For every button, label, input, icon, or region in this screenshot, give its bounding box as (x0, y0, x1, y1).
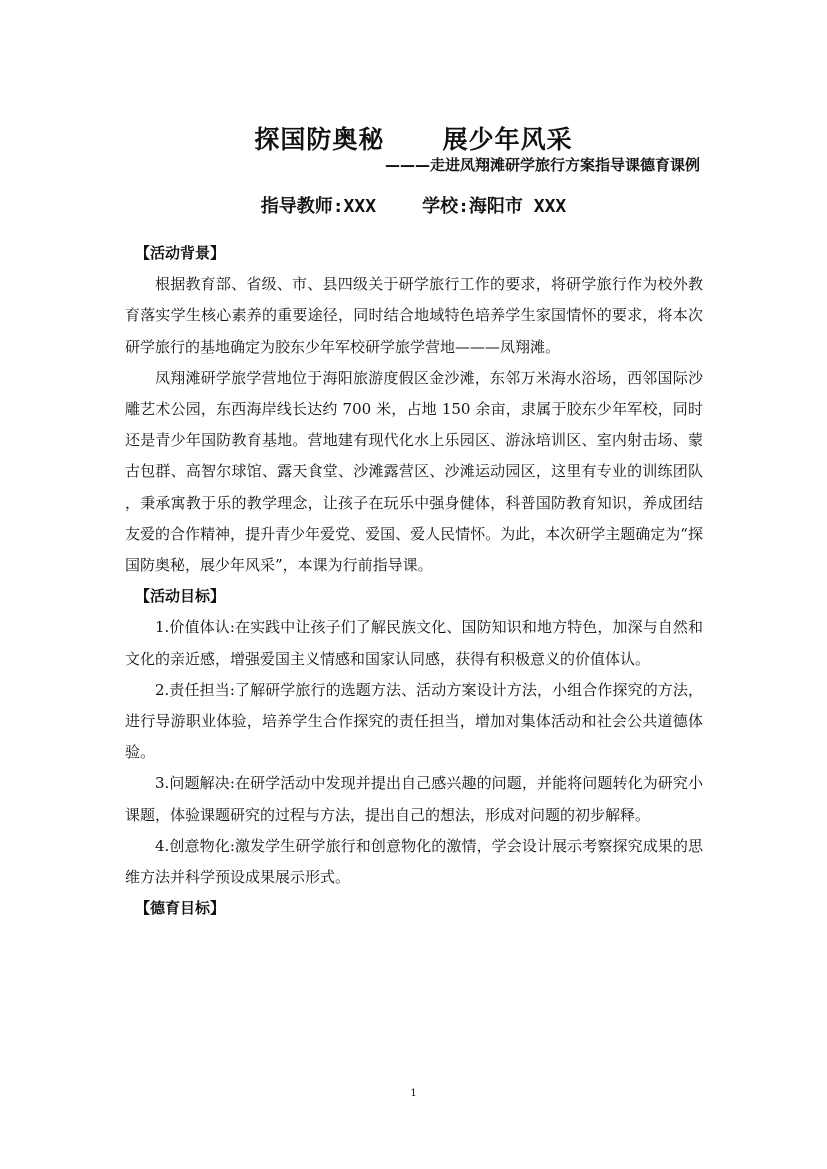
page-number: 1 (410, 1088, 417, 1099)
author-line (0, 192, 827, 222)
section-heading: 【活动背景】 (135, 244, 226, 262)
section-goals (125, 581, 703, 893)
document-title: 探国防奥秘 展少年风采 (254, 124, 573, 154)
paragraph: 2.责任担当:了解研学旅行的选题方法、活动方案设计方法，小组合作探究的方法，进行导游职业体验，培养学生合作探究的责任担当，增加对集体活动和社会公共道德体验。 (125, 680, 703, 762)
paragraph: 3.问题解决:在研学活动中发现并提出自己感兴趣的问题，并能将问题转化为研究小课题，体验课题研究的过程与方法，提出自己的想法，形成对问题的初步解释。 (125, 774, 703, 824)
document-subtitle: ———走进凤翔滩研学旅行方案指导课德育课例 (384, 156, 700, 174)
section-background (125, 238, 703, 581)
paragraph: 凤翔滩研学旅学营地位于海阳旅游度假区金沙滩，东邻万米海水浴场，西邻国际沙雕艺术公园，东西海岸线长达约 700 米，占地 150 余亩，隶属于胶东少年军校，同时还是青少年国防教育基地。营地建有现代化水上乐园区、游泳培训区、室内射击场、蒙古包群、高智尔球馆、露天食堂、沙滩露营区、沙滩运动园区，这里有专业的训练团队，秉承寓教于乐的教学理念，让孩子在玩乐中强身健体，科普国防教育知识，养成团结友爱的合作精神，提升青少年爱党、爱国、爱人民情怀。为此，本次研学主题确定为“探国防奥秘，展少年风采”，本课为行前指导课。 (125, 368, 703, 575)
section-heading: 【活动目标】 (135, 587, 226, 606)
paragraph: 根据教育部、省级、市、县四级关于研学旅行工作的要求，将研学旅行作为校外教育落实学生核心素养的重要途径，同时结合地域特色培养学生家国情怀的要求，将本次研学旅行的基地确定为胶东少年军校研学旅学营地———凤翔滩。 (125, 275, 703, 356)
section-heading: 【德育目标】 (135, 899, 226, 918)
school-name: 学校:海阳市 XXX (422, 196, 567, 217)
section-moral-goals (125, 893, 703, 924)
paragraph: 4.创意物化:激发学生研学旅行和创意物化的激情，学会设计展示考察探究成果的思维方法并科学预设成果展示形式。 (125, 836, 703, 887)
teacher-name: 指导教师:XXX (260, 196, 377, 217)
paragraph: 1.价值体认:在实践中让孩子们了解民族文化、国防知识和地方特色，加深与自然和文化的亲近感，增强爱国主义情感和国家认同感，获得有积极意义的价值体认。 (125, 618, 703, 668)
document-body (125, 238, 703, 924)
